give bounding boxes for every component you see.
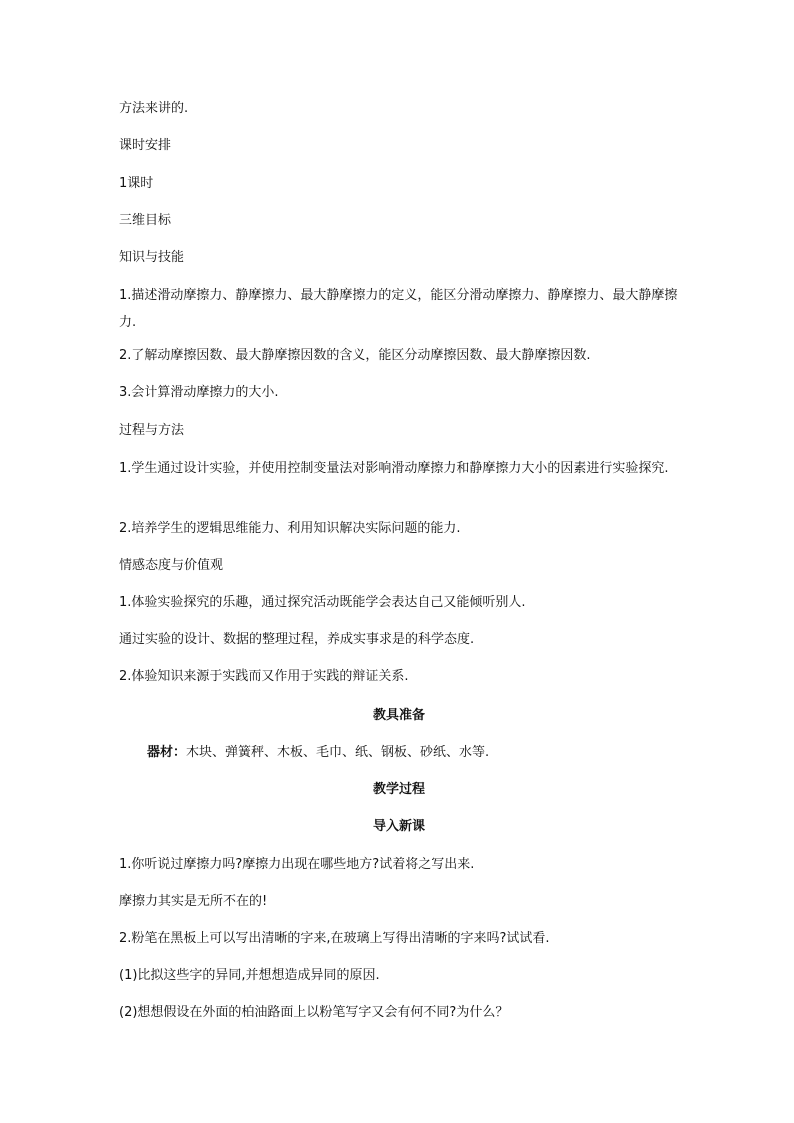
text-line-intro-2-1: (1)比拟这些字的异同,并想想造成异同的原因. xyxy=(119,968,380,983)
text-paragraph-process-1: 1.学生通过设计实验，并使用控制变量法对影响滑动摩擦力和静摩擦力大小的因素进行实验探究. xyxy=(119,461,669,476)
section-title-lesson-schedule: 课时安排 xyxy=(119,138,172,153)
text-paragraph-knowledge-1: 1.描述滑动摩擦力、静摩擦力、最大静摩擦力的定义，能区分滑动摩擦力、静摩擦力、最大静摩擦力. xyxy=(119,288,678,330)
text-line-intro-1: 1.你听说过摩擦力吗?摩擦力出现在哪些地方?试着将之写出来. xyxy=(119,857,475,872)
text-line-intro-fragment: 方法来讲的. xyxy=(119,101,189,116)
section-title-three-dimensional-goals: 三维目标 xyxy=(119,213,172,228)
text-line-intro-2: 2.粉笔在黑板上可以写出清晰的字来,在玻璃上写得出清晰的字来吗?试试看. xyxy=(119,931,550,946)
text-line-knowledge-2: 2.了解动摩擦因数、最大静摩擦因数的含义，能区分动摩擦因数、最大静摩擦因数. xyxy=(119,348,591,363)
heading-new-lesson-intro: 导入新课 xyxy=(372,819,425,834)
subsection-title-emotion-values: 情感态度与价值观 xyxy=(119,558,224,573)
text-line-knowledge-3: 3.会计算滑动摩擦力的大小. xyxy=(119,385,279,400)
text-line-lesson-count: 1课时 xyxy=(119,176,154,191)
equipment-items: 木块、弹簧秤、木板、毛巾、纸、钢板、砂纸、水等. xyxy=(186,745,490,760)
subsection-title-knowledge-skills: 知识与技能 xyxy=(119,250,185,265)
heading-equipment: 教具准备 xyxy=(372,708,425,723)
text-line-emotion-2: 2.体验知识来源于实践而又作用于实践的辩证关系. xyxy=(119,669,409,684)
subsection-title-process-methods: 过程与方法 xyxy=(119,423,185,438)
text-line-equipment xyxy=(147,745,489,761)
equipment-label: 器材： xyxy=(147,745,187,760)
text-line-emotion-1: 1.体验实验探究的乐趣，通过探究活动既能学会表达自己又能倾听别人. xyxy=(119,595,526,610)
text-line-intro-1b: 摩擦力其实是无所不在的! xyxy=(119,894,268,909)
heading-teaching-process: 教学过程 xyxy=(372,782,425,797)
text-line-process-2: 2.培养学生的逻辑思维能力、利用知识解决实际问题的能力. xyxy=(119,521,461,536)
text-line-intro-2-2: (2)想想假设在外面的柏油路面上以粉笔写字又会有何不同?为什么？ xyxy=(119,1005,509,1020)
text-line-emotion-1b: 通过实验的设计、数据的整理过程，养成实事求是的科学态度. xyxy=(119,632,475,647)
